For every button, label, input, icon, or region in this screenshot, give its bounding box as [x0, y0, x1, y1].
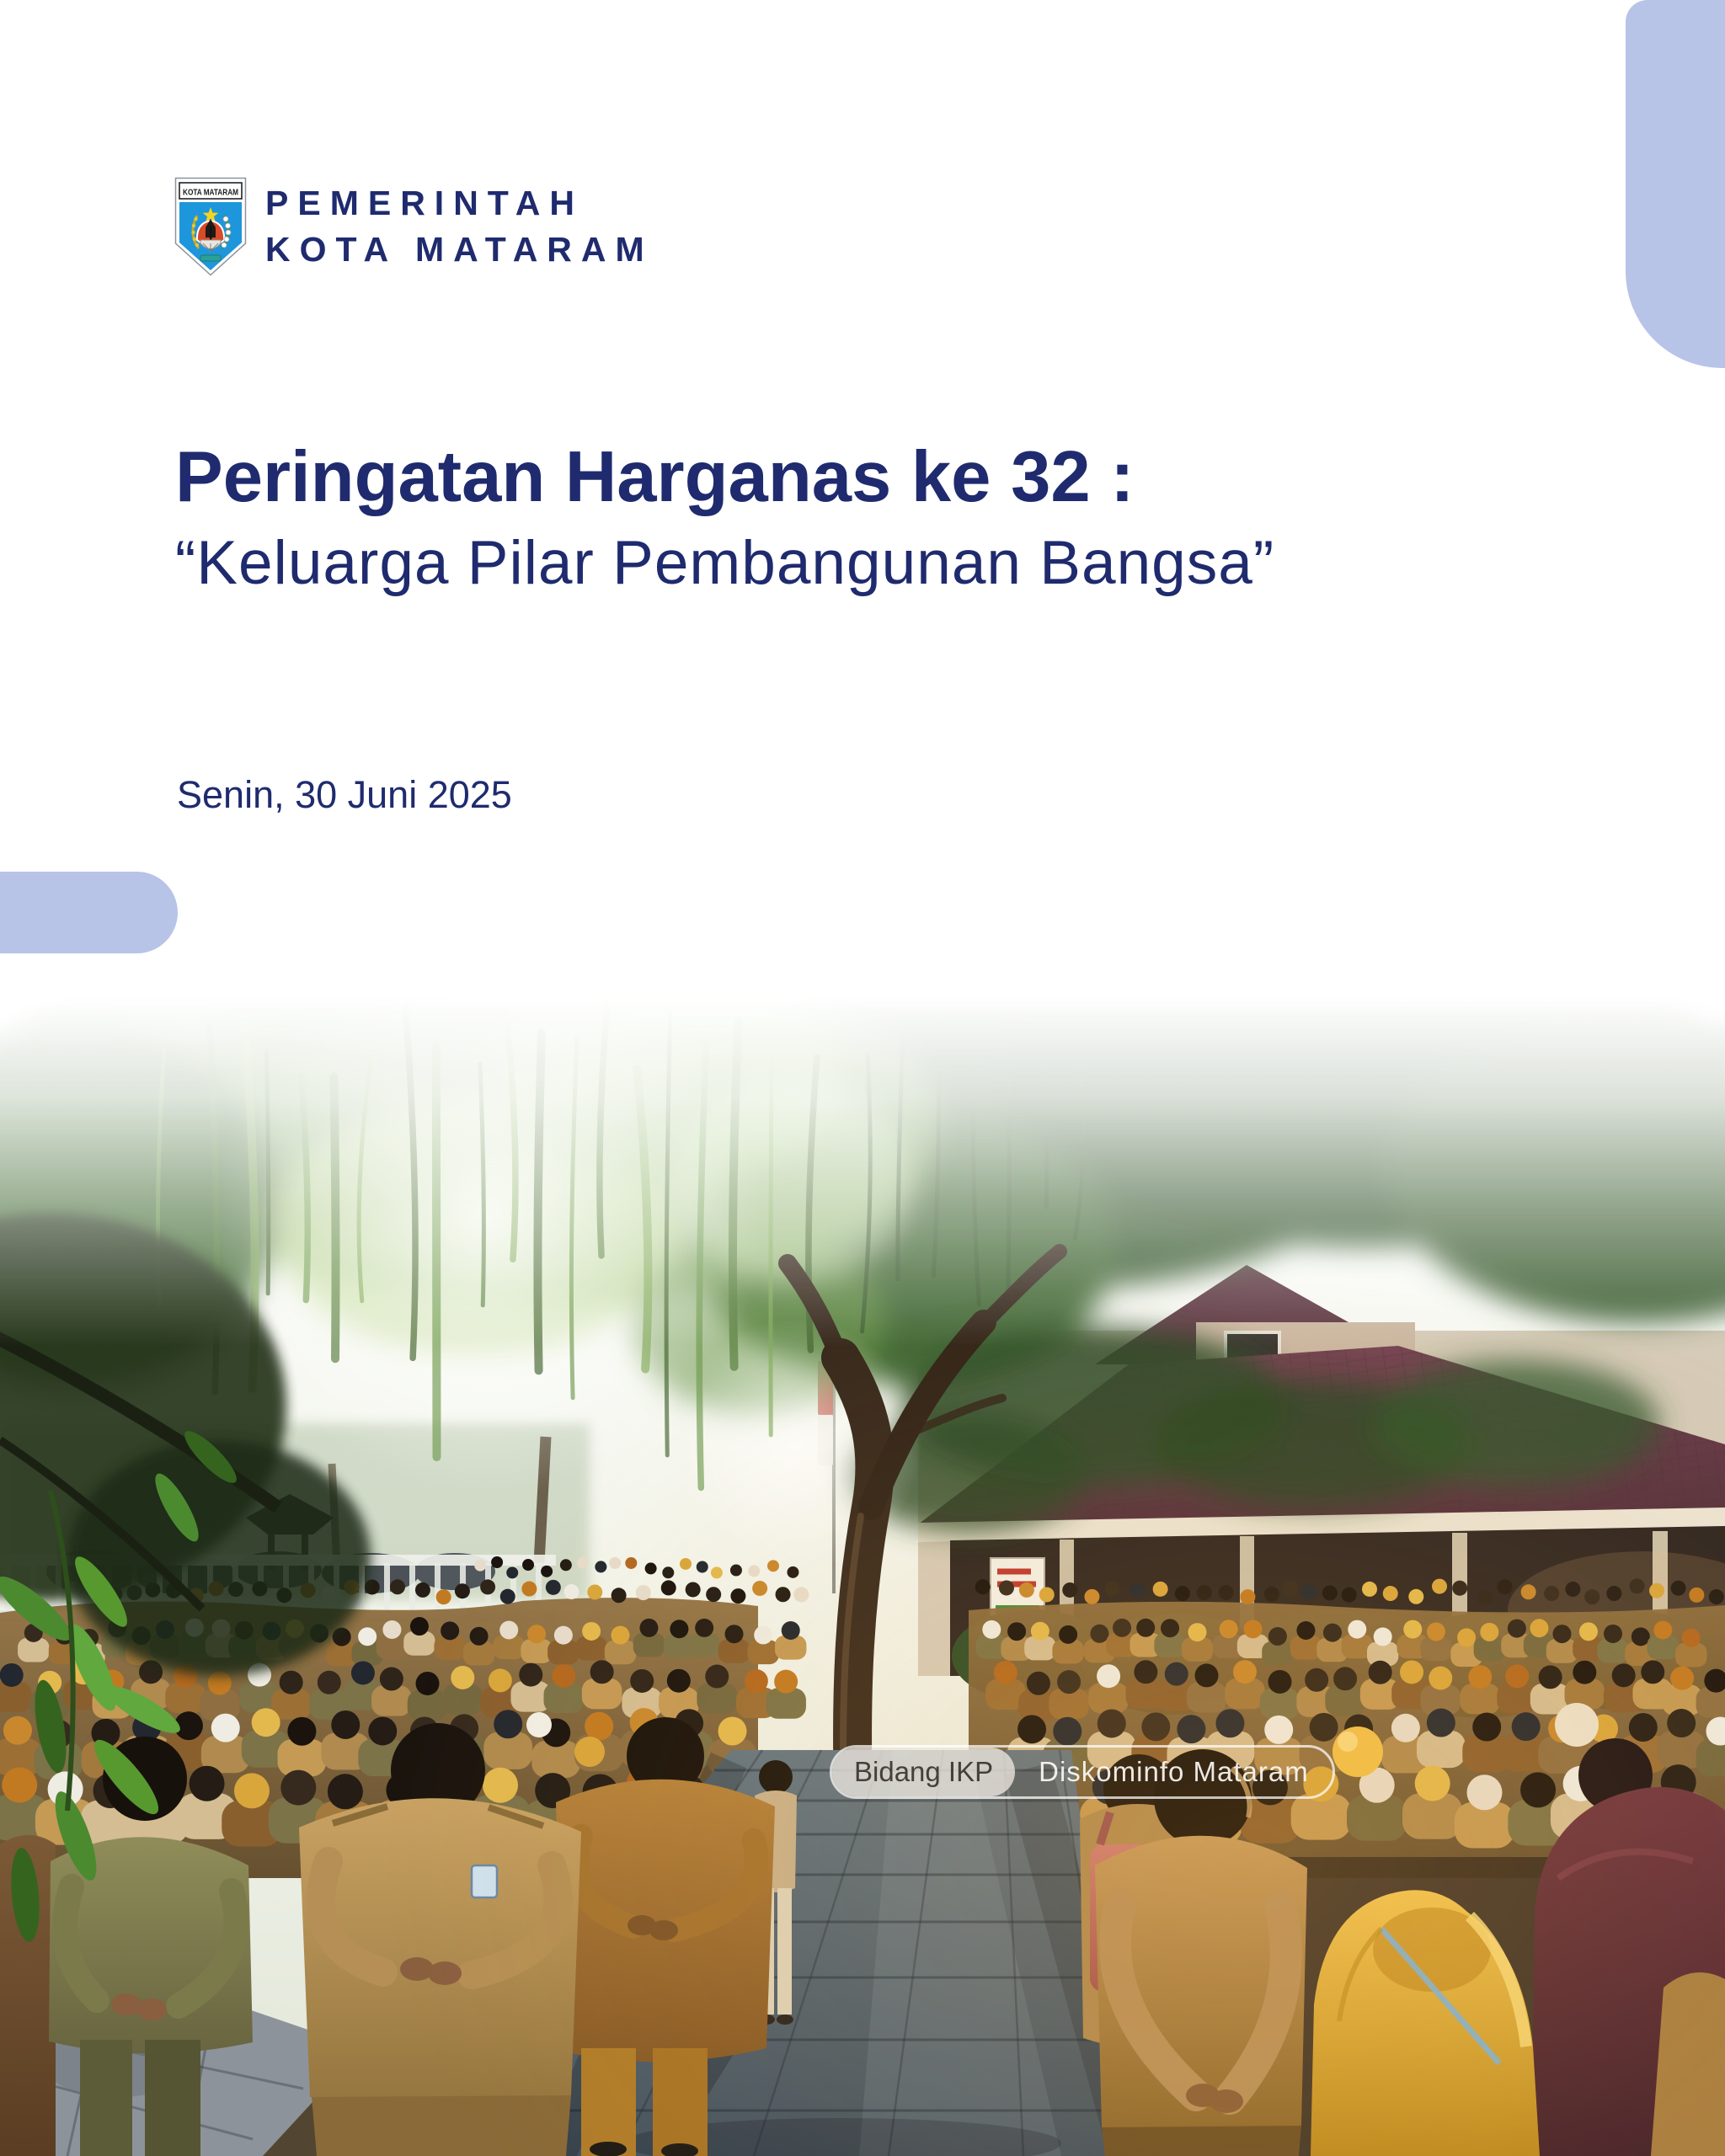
- photo-watermark: [830, 1745, 1335, 1799]
- watermark-left-label: Bidang IKP: [832, 1748, 1015, 1796]
- page-title: Peringatan Harganas ke 32 :: [175, 437, 1135, 517]
- decor-pill-shape-left: [0, 872, 178, 953]
- event-date: Senin, 30 Juni 2025: [177, 773, 512, 816]
- title-block: [175, 435, 1274, 603]
- page-subtitle: “Keluarga Pilar Pembangunan Bangsa”: [175, 529, 1275, 597]
- government-brand: [174, 177, 654, 276]
- event-photo: [0, 969, 1725, 2156]
- government-name: [265, 180, 654, 273]
- crest-banner-text: KOTA MATARAM: [183, 187, 239, 198]
- decor-rounded-shape-top-right: [1626, 0, 1725, 368]
- photo-white-fade: [0, 969, 1725, 1348]
- kota-mataram-crest-icon: [174, 177, 247, 276]
- watermark-right-label: Diskominfo Mataram: [1039, 1756, 1309, 1787]
- government-name-line2: KOTA MATARAM: [265, 230, 654, 269]
- government-name-line1: PEMERINTAH: [265, 184, 585, 222]
